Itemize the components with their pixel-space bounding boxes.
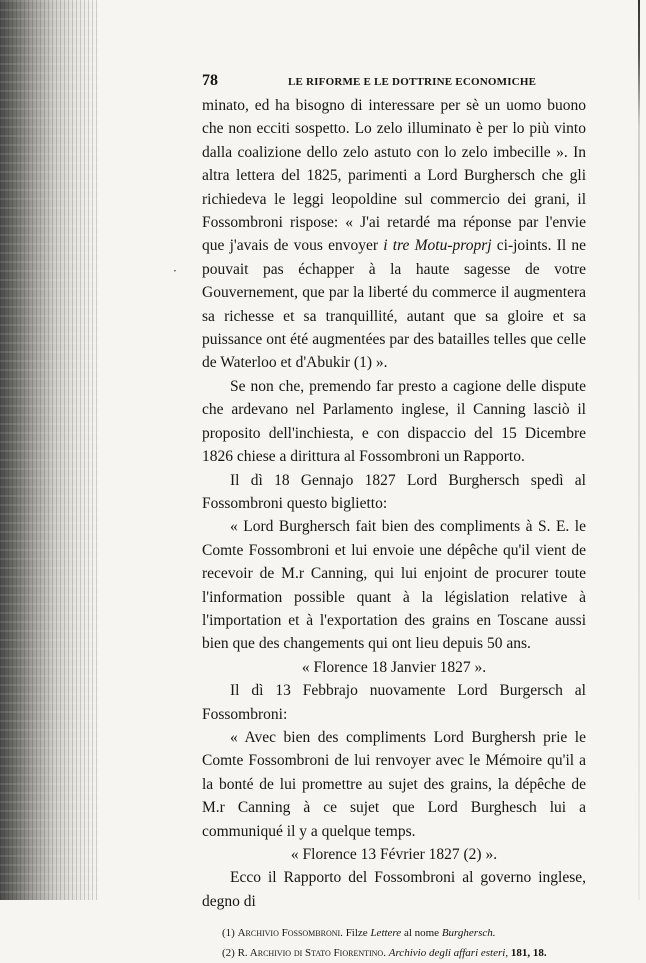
book-gutter-shadow <box>0 0 100 900</box>
paragraph-7: Ecco il Rapporto del Fossombroni al governo inglese, degno di <box>202 869 586 910</box>
page-number: 78 <box>202 72 218 89</box>
dateline-2: « Florence 13 Février 1827 (2) ». <box>290 846 498 863</box>
body-text <box>202 94 586 913</box>
page-header <box>202 72 586 94</box>
margin-mark: · <box>173 264 177 278</box>
italic-motu-proprj: i tre Motu-proprj <box>383 237 492 255</box>
footnote-2: (2) R. Archivio di Stato Fiorentino. Archivio degli affari esteri, 181, 18. <box>222 947 547 960</box>
paragraph-2: Se non che, premendo far presto a cagione delle dispute che ardevano nel Parlamento inglese, il Canning lasciò il proposito dell'inchiesta, e con dispaccio del 15 Dicembre 1826 chiese a dirittura al Fossombroni un Rapporto. <box>202 377 586 466</box>
footnotes <box>202 923 586 963</box>
paragraph-3: Il dì 18 Gennajo 1827 Lord Burghersch spedì al Fossombroni questo biglietto: <box>202 471 586 512</box>
quote-2: « Avec bien des compliments Lord Burghersh prie le Comte Fossombroni de lui renvoyer avec le Mémoire qu'il a la bonté de lui promettre au sujet des grains, la dépêche de M.r Canning à ce sujet que Lord Burghesch lui a communiqué il y a quelque temps. <box>202 728 586 840</box>
quote-1: « Lord Burghersch fait bien des compliments à S. E. le Comte Fossombroni et lui envoie une dépêche qu'il vient de recevoir de M.r Canning, qui lui enjoint de procurer toute l'information possible quant à la législation relative à l'importation et à l'exportation des grains en Toscane aussi bien que des changements qui ont lieu depuis 50 ans. <box>202 518 586 653</box>
dateline-1: « Florence 18 Janvier 1827 ». <box>301 658 487 676</box>
running-title: LE RIFORME E LE DOTTRINE ECONOMICHE <box>288 76 537 88</box>
footnote-1: (1) Archivio Fossombroni. Filze Lettere al nome Burghersch. <box>222 927 496 940</box>
book-page <box>202 72 586 963</box>
paragraph-1: minato, ed ha bisogno di interessare per sè un uomo buono che non ecciti sospetto. Lo zelo illuminato è per lo più vinto dalla coalizione dello zelo astuto con lo zelo imbecille ». In altra lettera del 1825, parimenti a Lord Burghersch che gli richiedeva le leggi leopoldine sul commercio dei grani, il Fossombroni rispose: « J'ai retardé ma réponse par l'envie que j'avais de vous envoyer i tre Motu-proprj ci-joints. Il ne pouvait pas échapper à la haute sagesse de votre Gouvernement, que par la liberté du commerce il augmentera sa richesse et sa tranquillité, autant que sa gloire et sa puissance ont été augmentées par des batailles telles que celle de Waterloo et d'Abukir (1) ». <box>202 97 586 372</box>
page-edge-line <box>638 0 640 900</box>
paragraph-5: Il dì 13 Febbrajo nuovamente Lord Burgersch al Fossombroni: <box>202 682 586 723</box>
